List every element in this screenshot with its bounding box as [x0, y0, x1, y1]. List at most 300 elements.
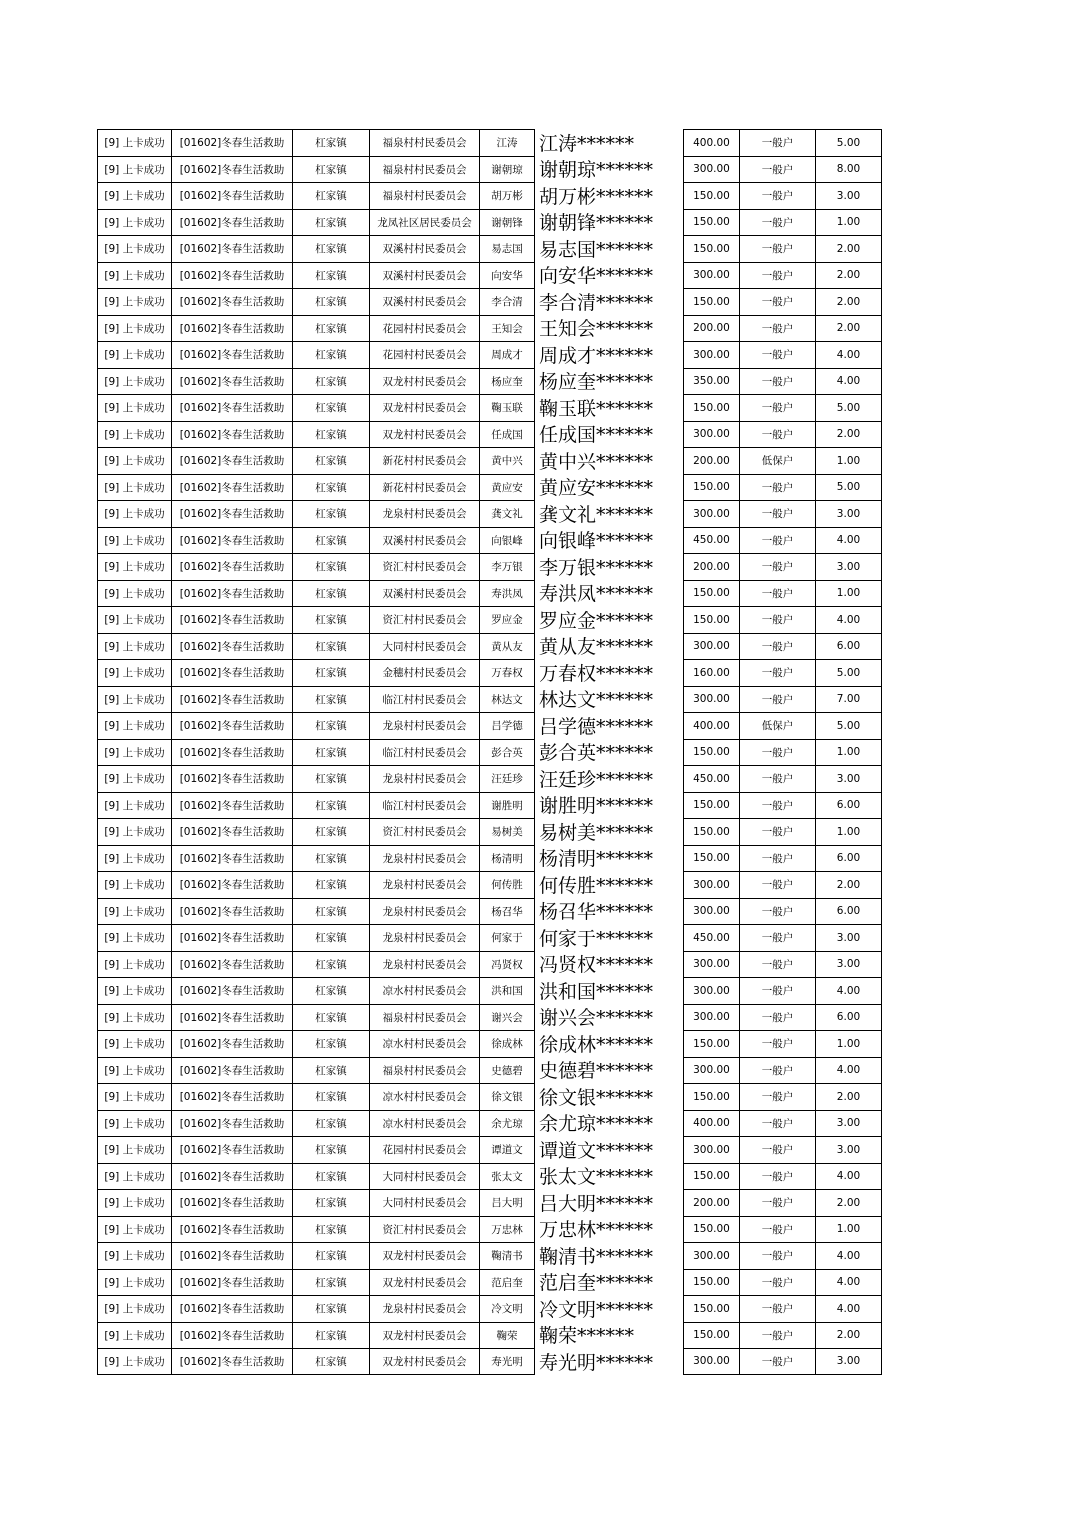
- masked-name-cell: 杨召华******: [539, 901, 654, 924]
- household-type-cell: 一般户: [739, 1295, 815, 1322]
- status-cell: [9] 上卡成功: [97, 977, 171, 1004]
- project-cell: [01602]冬春生活救助: [171, 156, 292, 183]
- table-row: [97, 315, 882, 342]
- amount-cell: 400.00: [683, 712, 739, 739]
- table-row: [97, 1030, 882, 1057]
- table-row: [97, 818, 882, 845]
- masked-name-cell: 彭合英******: [539, 742, 654, 765]
- name-cell: 李万银: [479, 553, 535, 580]
- status-cell: [9] 上卡成功: [97, 527, 171, 554]
- town-cell: 杠家镇: [292, 792, 369, 819]
- status-cell: [9] 上卡成功: [97, 1057, 171, 1084]
- status-cell: [9] 上卡成功: [97, 580, 171, 607]
- household-type-cell: 一般户: [739, 1216, 815, 1243]
- village-committee-cell: 龙凤社区居民委员会: [369, 209, 479, 236]
- people-cell: 1.00: [815, 818, 882, 845]
- household-type-cell: 一般户: [739, 1163, 815, 1190]
- name-cell: 王知会: [479, 315, 535, 342]
- status-cell: [9] 上卡成功: [97, 235, 171, 262]
- masked-name-cell: 冯贤权******: [539, 954, 654, 977]
- people-cell: 4.00: [815, 1295, 882, 1322]
- status-cell: [9] 上卡成功: [97, 394, 171, 421]
- project-cell: [01602]冬春生活救助: [171, 818, 292, 845]
- town-cell: 杠家镇: [292, 527, 369, 554]
- household-type-cell: 一般户: [739, 1269, 815, 1296]
- masked-name-cell: 吕大明******: [539, 1192, 654, 1215]
- name-cell: 鞠清书: [479, 1242, 535, 1269]
- project-cell: [01602]冬春生活救助: [171, 421, 292, 448]
- amount-cell: 450.00: [683, 765, 739, 792]
- masked-name-cell: 江涛******: [539, 132, 635, 155]
- project-cell: [01602]冬春生活救助: [171, 368, 292, 395]
- town-cell: 杠家镇: [292, 1242, 369, 1269]
- amount-cell: 300.00: [683, 871, 739, 898]
- masked-name-cell: 谭道文******: [539, 1139, 654, 1162]
- people-cell: 4.00: [815, 977, 882, 1004]
- masked-name-cell: 冷文明******: [539, 1298, 654, 1321]
- town-cell: 杠家镇: [292, 1030, 369, 1057]
- town-cell: 杠家镇: [292, 606, 369, 633]
- people-cell: 4.00: [815, 1269, 882, 1296]
- project-cell: [01602]冬春生活救助: [171, 1348, 292, 1375]
- household-type-cell: 一般户: [739, 394, 815, 421]
- household-type-cell: 一般户: [739, 341, 815, 368]
- status-cell: [9] 上卡成功: [97, 262, 171, 289]
- table-row: [97, 1110, 882, 1137]
- project-cell: [01602]冬春生活救助: [171, 1163, 292, 1190]
- status-cell: [9] 上卡成功: [97, 659, 171, 686]
- town-cell: 杠家镇: [292, 553, 369, 580]
- people-cell: 3.00: [815, 1348, 882, 1375]
- name-cell: 洪和国: [479, 977, 535, 1004]
- masked-name-cell: 任成国******: [539, 424, 654, 447]
- village-committee-cell: 金穗村村民委员会: [369, 659, 479, 686]
- table-row: [97, 1163, 882, 1190]
- town-cell: 杠家镇: [292, 315, 369, 342]
- project-cell: [01602]冬春生活救助: [171, 1216, 292, 1243]
- name-cell: 谢朝琼: [479, 156, 535, 183]
- project-cell: [01602]冬春生活救助: [171, 871, 292, 898]
- table-row: [97, 421, 882, 448]
- masked-name-cell: 向安华******: [539, 265, 654, 288]
- status-cell: [9] 上卡成功: [97, 739, 171, 766]
- village-committee-cell: 龙泉村村民委员会: [369, 951, 479, 978]
- masked-name-cell: 黄从友******: [539, 636, 654, 659]
- village-committee-cell: 福泉村村民委员会: [369, 156, 479, 183]
- people-cell: 3.00: [815, 1110, 882, 1137]
- village-committee-cell: 资汇村村民委员会: [369, 1216, 479, 1243]
- people-cell: 5.00: [815, 712, 882, 739]
- amount-cell: 300.00: [683, 633, 739, 660]
- household-type-cell: 一般户: [739, 500, 815, 527]
- amount-cell: 150.00: [683, 474, 739, 501]
- masked-name-cell: 鞠荣******: [539, 1325, 635, 1348]
- name-cell: 江涛: [479, 129, 535, 156]
- name-cell: 冷文明: [479, 1295, 535, 1322]
- village-committee-cell: 双溪村村民委员会: [369, 262, 479, 289]
- amount-cell: 150.00: [683, 739, 739, 766]
- amount-cell: 300.00: [683, 421, 739, 448]
- table-row: [97, 1189, 882, 1216]
- name-cell: 史德碧: [479, 1057, 535, 1084]
- people-cell: 2.00: [815, 315, 882, 342]
- village-committee-cell: 大同村村民委员会: [369, 1163, 479, 1190]
- household-type-cell: 一般户: [739, 1348, 815, 1375]
- people-cell: 4.00: [815, 368, 882, 395]
- household-type-cell: 一般户: [739, 1030, 815, 1057]
- project-cell: [01602]冬春生活救助: [171, 129, 292, 156]
- village-committee-cell: 凉水村村民委员会: [369, 1083, 479, 1110]
- masked-name-cell: 万春权******: [539, 662, 654, 685]
- village-committee-cell: 龙泉村村民委员会: [369, 712, 479, 739]
- status-cell: [9] 上卡成功: [97, 421, 171, 448]
- household-type-cell: 一般户: [739, 1322, 815, 1349]
- table-row: [97, 553, 882, 580]
- project-cell: [01602]冬春生活救助: [171, 209, 292, 236]
- village-committee-cell: 双龙村村民委员会: [369, 1242, 479, 1269]
- village-committee-cell: 双溪村村民委员会: [369, 527, 479, 554]
- masked-name-cell: 杨清明******: [539, 848, 654, 871]
- people-cell: 2.00: [815, 288, 882, 315]
- status-cell: [9] 上卡成功: [97, 1295, 171, 1322]
- masked-name-cell: 寿光明******: [539, 1351, 654, 1374]
- amount-cell: 150.00: [683, 394, 739, 421]
- project-cell: [01602]冬春生活救助: [171, 977, 292, 1004]
- people-cell: 5.00: [815, 394, 882, 421]
- name-cell: 谢朝锋: [479, 209, 535, 236]
- amount-cell: 450.00: [683, 527, 739, 554]
- people-cell: 3.00: [815, 553, 882, 580]
- household-type-cell: 一般户: [739, 209, 815, 236]
- project-cell: [01602]冬春生活救助: [171, 1269, 292, 1296]
- village-committee-cell: 凉水村村民委员会: [369, 1110, 479, 1137]
- table-row: [97, 1348, 882, 1375]
- project-cell: [01602]冬春生活救助: [171, 1083, 292, 1110]
- table-row: [97, 288, 882, 315]
- household-type-cell: 一般户: [739, 633, 815, 660]
- household-type-cell: 一般户: [739, 1057, 815, 1084]
- town-cell: 杠家镇: [292, 474, 369, 501]
- village-committee-cell: 资汇村村民委员会: [369, 606, 479, 633]
- table-row: [97, 792, 882, 819]
- village-committee-cell: 临江村村民委员会: [369, 686, 479, 713]
- village-committee-cell: 双龙村村民委员会: [369, 368, 479, 395]
- amount-cell: 150.00: [683, 845, 739, 872]
- town-cell: 杠家镇: [292, 977, 369, 1004]
- table-row: [97, 1083, 882, 1110]
- village-committee-cell: 龙泉村村民委员会: [369, 765, 479, 792]
- project-cell: [01602]冬春生活救助: [171, 235, 292, 262]
- status-cell: [9] 上卡成功: [97, 1163, 171, 1190]
- town-cell: 杠家镇: [292, 1189, 369, 1216]
- name-cell: 吕大明: [479, 1189, 535, 1216]
- household-type-cell: 低保户: [739, 712, 815, 739]
- amount-cell: 150.00: [683, 288, 739, 315]
- masked-name-cell: 鞠清书******: [539, 1245, 654, 1268]
- household-type-cell: 一般户: [739, 924, 815, 951]
- masked-name-cell: 周成才******: [539, 344, 654, 367]
- household-type-cell: 一般户: [739, 818, 815, 845]
- village-committee-cell: 双龙村村民委员会: [369, 394, 479, 421]
- village-committee-cell: 双溪村村民委员会: [369, 580, 479, 607]
- village-committee-cell: 资汇村村民委员会: [369, 818, 479, 845]
- name-cell: 何家于: [479, 924, 535, 951]
- status-cell: [9] 上卡成功: [97, 1189, 171, 1216]
- project-cell: [01602]冬春生活救助: [171, 394, 292, 421]
- town-cell: 杠家镇: [292, 1057, 369, 1084]
- table-row: [97, 235, 882, 262]
- amount-cell: 450.00: [683, 924, 739, 951]
- status-cell: [9] 上卡成功: [97, 1269, 171, 1296]
- town-cell: 杠家镇: [292, 898, 369, 925]
- people-cell: 6.00: [815, 845, 882, 872]
- people-cell: 4.00: [815, 1057, 882, 1084]
- table-row: [97, 182, 882, 209]
- town-cell: 杠家镇: [292, 500, 369, 527]
- project-cell: [01602]冬春生活救助: [171, 1030, 292, 1057]
- table-row: [97, 209, 882, 236]
- amount-cell: 150.00: [683, 1295, 739, 1322]
- village-committee-cell: 花园村村民委员会: [369, 1136, 479, 1163]
- village-committee-cell: 大同村村民委员会: [369, 633, 479, 660]
- table-row: [97, 712, 882, 739]
- village-committee-cell: 双龙村村民委员会: [369, 421, 479, 448]
- masked-name-cell: 何传胜******: [539, 874, 654, 897]
- name-cell: 李合清: [479, 288, 535, 315]
- people-cell: 2.00: [815, 421, 882, 448]
- table-row: [97, 871, 882, 898]
- household-type-cell: 一般户: [739, 421, 815, 448]
- town-cell: 杠家镇: [292, 580, 369, 607]
- town-cell: 杠家镇: [292, 845, 369, 872]
- masked-name-cell: 何家于******: [539, 927, 654, 950]
- status-cell: [9] 上卡成功: [97, 209, 171, 236]
- people-cell: 1.00: [815, 209, 882, 236]
- project-cell: [01602]冬春生活救助: [171, 315, 292, 342]
- people-cell: 6.00: [815, 792, 882, 819]
- table-row: [97, 898, 882, 925]
- people-cell: 6.00: [815, 898, 882, 925]
- village-committee-cell: 大同村村民委员会: [369, 1189, 479, 1216]
- table-row: [97, 447, 882, 474]
- table-row: [97, 606, 882, 633]
- project-cell: [01602]冬春生活救助: [171, 1295, 292, 1322]
- name-cell: 何传胜: [479, 871, 535, 898]
- status-cell: [9] 上卡成功: [97, 606, 171, 633]
- name-cell: 周成才: [479, 341, 535, 368]
- project-cell: [01602]冬春生活救助: [171, 1004, 292, 1031]
- amount-cell: 150.00: [683, 1322, 739, 1349]
- town-cell: 杠家镇: [292, 818, 369, 845]
- amount-cell: 150.00: [683, 1083, 739, 1110]
- amount-cell: 300.00: [683, 898, 739, 925]
- table-row: [97, 765, 882, 792]
- masked-name-cell: 徐成林******: [539, 1033, 654, 1056]
- amount-cell: 300.00: [683, 156, 739, 183]
- town-cell: 杠家镇: [292, 182, 369, 209]
- people-cell: 2.00: [815, 1189, 882, 1216]
- masked-name-cell: 杨应奎******: [539, 371, 654, 394]
- project-cell: [01602]冬春生活救助: [171, 633, 292, 660]
- project-cell: [01602]冬春生活救助: [171, 527, 292, 554]
- status-cell: [9] 上卡成功: [97, 792, 171, 819]
- table-row: [97, 1269, 882, 1296]
- town-cell: 杠家镇: [292, 156, 369, 183]
- name-cell: 汪廷珍: [479, 765, 535, 792]
- town-cell: 杠家镇: [292, 129, 369, 156]
- table-row: [97, 1242, 882, 1269]
- people-cell: 1.00: [815, 739, 882, 766]
- status-cell: [9] 上卡成功: [97, 712, 171, 739]
- masked-name-cell: 汪廷珍******: [539, 768, 654, 791]
- status-cell: [9] 上卡成功: [97, 765, 171, 792]
- table-row: [97, 1136, 882, 1163]
- people-cell: 4.00: [815, 1163, 882, 1190]
- household-type-cell: 一般户: [739, 553, 815, 580]
- status-cell: [9] 上卡成功: [97, 1110, 171, 1137]
- household-type-cell: 低保户: [739, 447, 815, 474]
- village-committee-cell: 福泉村村民委员会: [369, 182, 479, 209]
- status-cell: [9] 上卡成功: [97, 1322, 171, 1349]
- household-type-cell: 一般户: [739, 1083, 815, 1110]
- amount-cell: 300.00: [683, 500, 739, 527]
- status-cell: [9] 上卡成功: [97, 182, 171, 209]
- village-committee-cell: 双龙村村民委员会: [369, 1269, 479, 1296]
- household-type-cell: 一般户: [739, 1004, 815, 1031]
- masked-name-cell: 龚文礼******: [539, 503, 654, 526]
- name-cell: 徐成林: [479, 1030, 535, 1057]
- amount-cell: 150.00: [683, 1030, 739, 1057]
- masked-name-cell: 谢胜明******: [539, 795, 654, 818]
- name-cell: 任成国: [479, 421, 535, 448]
- people-cell: 2.00: [815, 1322, 882, 1349]
- table-row: [97, 262, 882, 289]
- amount-cell: 300.00: [683, 977, 739, 1004]
- town-cell: 杠家镇: [292, 951, 369, 978]
- amount-cell: 200.00: [683, 1189, 739, 1216]
- household-type-cell: 一般户: [739, 262, 815, 289]
- status-cell: [9] 上卡成功: [97, 315, 171, 342]
- town-cell: 杠家镇: [292, 209, 369, 236]
- status-cell: [9] 上卡成功: [97, 288, 171, 315]
- name-cell: 冯贤权: [479, 951, 535, 978]
- name-cell: 徐文银: [479, 1083, 535, 1110]
- status-cell: [9] 上卡成功: [97, 500, 171, 527]
- household-type-cell: 一般户: [739, 182, 815, 209]
- people-cell: 1.00: [815, 447, 882, 474]
- household-type-cell: 一般户: [739, 898, 815, 925]
- household-type-cell: 一般户: [739, 686, 815, 713]
- town-cell: 杠家镇: [292, 1136, 369, 1163]
- town-cell: 杠家镇: [292, 1269, 369, 1296]
- table-row: [97, 633, 882, 660]
- project-cell: [01602]冬春生活救助: [171, 1110, 292, 1137]
- table-row: [97, 394, 882, 421]
- people-cell: 1.00: [815, 1030, 882, 1057]
- people-cell: 6.00: [815, 1004, 882, 1031]
- amount-cell: 300.00: [683, 262, 739, 289]
- table-row: [97, 977, 882, 1004]
- people-cell: 3.00: [815, 951, 882, 978]
- status-cell: [9] 上卡成功: [97, 1083, 171, 1110]
- town-cell: 杠家镇: [292, 1322, 369, 1349]
- people-cell: 3.00: [815, 924, 882, 951]
- table-row: [97, 924, 882, 951]
- village-committee-cell: 资汇村村民委员会: [369, 553, 479, 580]
- table-row: [97, 1004, 882, 1031]
- status-cell: [9] 上卡成功: [97, 341, 171, 368]
- name-cell: 胡万彬: [479, 182, 535, 209]
- project-cell: [01602]冬春生活救助: [171, 951, 292, 978]
- project-cell: [01602]冬春生活救助: [171, 1242, 292, 1269]
- village-committee-cell: 凉水村村民委员会: [369, 977, 479, 1004]
- name-cell: 鞠玉联: [479, 394, 535, 421]
- town-cell: 杠家镇: [292, 235, 369, 262]
- status-cell: [9] 上卡成功: [97, 1216, 171, 1243]
- town-cell: 杠家镇: [292, 1083, 369, 1110]
- masked-name-cell: 鞠玉联******: [539, 397, 654, 420]
- amount-cell: 150.00: [683, 209, 739, 236]
- people-cell: 3.00: [815, 182, 882, 209]
- masked-name-cell: 史德碧******: [539, 1060, 654, 1083]
- masked-name-cell: 林达文******: [539, 689, 654, 712]
- name-cell: 谭道文: [479, 1136, 535, 1163]
- amount-cell: 200.00: [683, 553, 739, 580]
- project-cell: [01602]冬春生活救助: [171, 659, 292, 686]
- amount-cell: 300.00: [683, 1242, 739, 1269]
- people-cell: 5.00: [815, 129, 882, 156]
- people-cell: 2.00: [815, 1083, 882, 1110]
- status-cell: [9] 上卡成功: [97, 1242, 171, 1269]
- name-cell: 向安华: [479, 262, 535, 289]
- amount-cell: 350.00: [683, 368, 739, 395]
- amount-cell: 150.00: [683, 1216, 739, 1243]
- household-type-cell: 一般户: [739, 845, 815, 872]
- household-type-cell: 一般户: [739, 580, 815, 607]
- masked-name-cell: 黄中兴******: [539, 450, 654, 473]
- project-cell: [01602]冬春生活救助: [171, 765, 292, 792]
- status-cell: [9] 上卡成功: [97, 1030, 171, 1057]
- household-type-cell: 一般户: [739, 156, 815, 183]
- town-cell: 杠家镇: [292, 871, 369, 898]
- name-cell: 寿洪凤: [479, 580, 535, 607]
- household-type-cell: 一般户: [739, 129, 815, 156]
- name-cell: 寿光明: [479, 1348, 535, 1375]
- household-type-cell: 一般户: [739, 792, 815, 819]
- table-row: [97, 580, 882, 607]
- village-committee-cell: 福泉村村民委员会: [369, 1004, 479, 1031]
- household-type-cell: 一般户: [739, 659, 815, 686]
- amount-cell: 150.00: [683, 792, 739, 819]
- masked-name-cell: 谢兴会******: [539, 1007, 654, 1030]
- household-type-cell: 一般户: [739, 315, 815, 342]
- table-row: [97, 659, 882, 686]
- amount-cell: 200.00: [683, 315, 739, 342]
- project-cell: [01602]冬春生活救助: [171, 447, 292, 474]
- masked-name-cell: 寿洪凤******: [539, 583, 654, 606]
- status-cell: [9] 上卡成功: [97, 845, 171, 872]
- town-cell: 杠家镇: [292, 1110, 369, 1137]
- masked-name-cell: 黄应安******: [539, 477, 654, 500]
- status-cell: [9] 上卡成功: [97, 474, 171, 501]
- town-cell: 杠家镇: [292, 712, 369, 739]
- town-cell: 杠家镇: [292, 262, 369, 289]
- masked-name-cell: 王知会******: [539, 318, 654, 341]
- table-row: [97, 1295, 882, 1322]
- amount-cell: 300.00: [683, 951, 739, 978]
- status-cell: [9] 上卡成功: [97, 898, 171, 925]
- town-cell: 杠家镇: [292, 1216, 369, 1243]
